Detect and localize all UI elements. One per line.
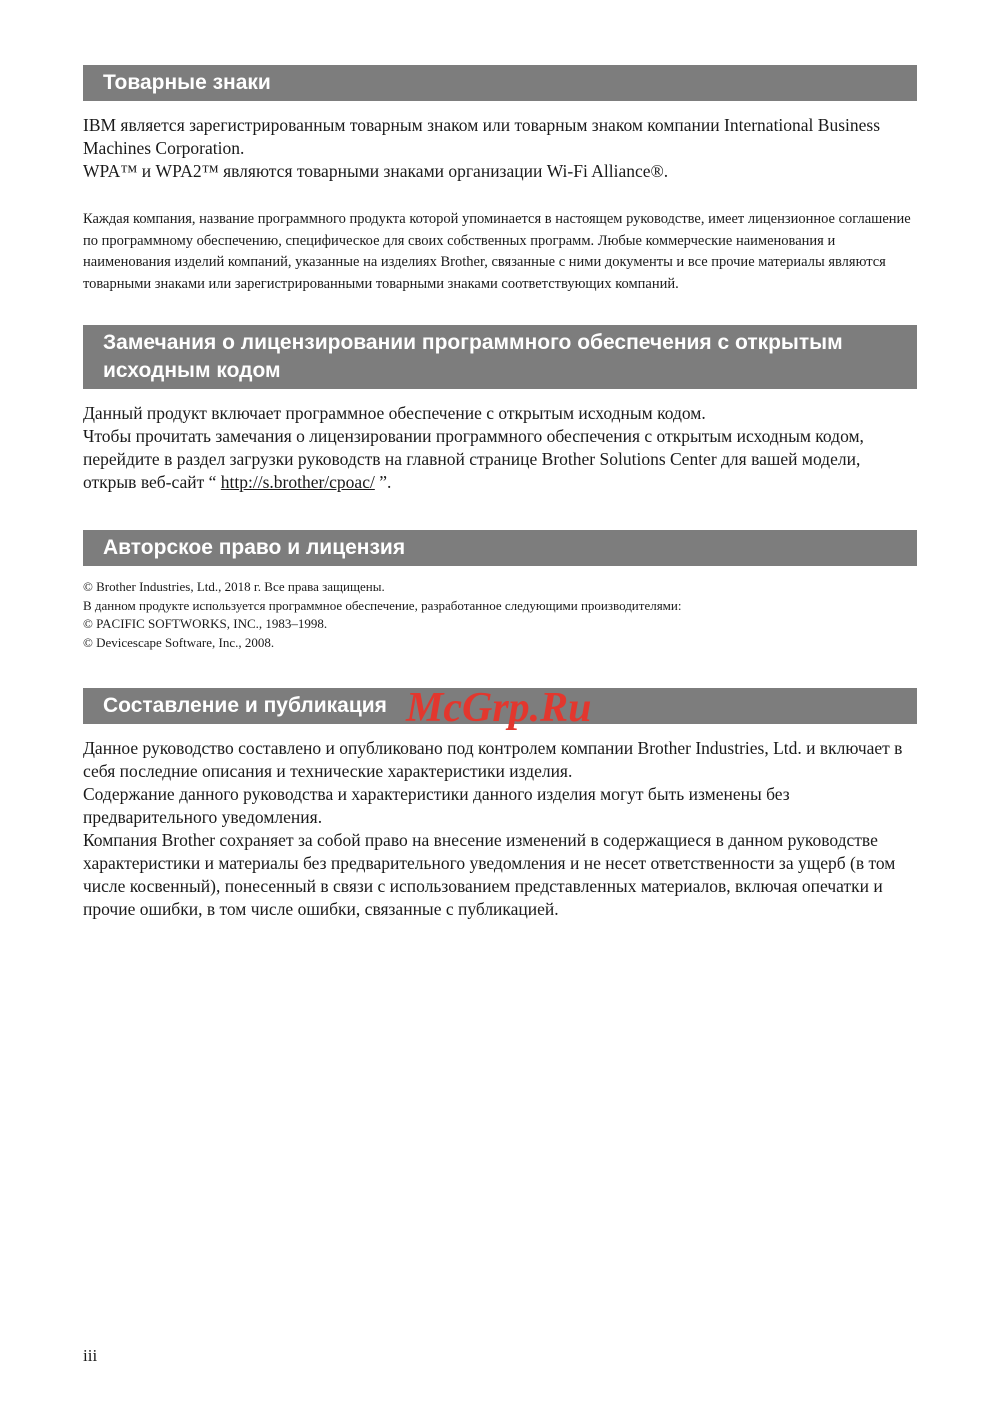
section-copyright-license	[83, 530, 917, 652]
copyright-heading-bar	[83, 530, 917, 566]
compilation-heading: Составление и публикация	[103, 694, 387, 718]
page-number: iii	[83, 1346, 98, 1365]
compilation-paragraph-3: Компания Brother сохраняет за собой право на внесение изменений в содержащиеся в данном руководстве характеристики и материалы без предварительного уведомления и не несет ответственности за ущерб (в том числе косвенный), понесенный в связи с использованием представленных материалов, включая опечатки и прочие ошибки, в том числе ошибки, связанные с публикацией.	[83, 830, 896, 920]
open-source-body-pre: Чтобы прочитать замечания о лицензировании программного обеспечения с открытым исходным кодом, перейдите в раздел загрузки руководств на главной странице Brother Solutions Center для вашей модели, открыв веб-сайт “	[83, 425, 864, 492]
trademarks-line-1: IBM является зарегистрированным товарным знаком или товарным знаком компании International Business Machines Corporation.	[83, 115, 881, 159]
compilation-paragraph-2: Содержание данного руководства и характеристики данного изделия могут быть изменены без предварительного уведомления.	[83, 784, 790, 828]
copyright-line-4: © Devicescape Software, Inc., 2008.	[83, 634, 275, 650]
copyright-line-3: © PACIFIC SOFTWORKS, INC., 1983–1998.	[83, 616, 328, 632]
open-source-heading: Замечания о лицензировании программного обеспечения с открытым исходным кодом	[103, 331, 843, 382]
open-source-body-post: ”.	[374, 471, 392, 492]
open-source-line-1: Данный продукт включает программное обеспечение с открытым исходным кодом.	[83, 402, 706, 423]
trademarks-text	[83, 114, 917, 183]
compilation-text	[83, 737, 917, 921]
open-source-text	[83, 402, 917, 494]
mcgrp-watermark: McGrp.Ru	[406, 685, 592, 731]
trademarks-heading-bar	[83, 65, 917, 101]
trademarks-line-2: WPA™ и WPA2™ являются товарными знаками организации Wi-Fi Alliance®.	[83, 161, 669, 182]
section-open-source-license	[83, 325, 917, 494]
page-content	[83, 0, 917, 921]
open-source-heading-bar	[83, 325, 917, 389]
trademarks-heading: Товарные знаки	[103, 71, 271, 94]
copyright-line-2: В данном продукте используется программное обеспечение, разработанное следующими производителями:	[83, 597, 682, 613]
brother-solutions-link[interactable]: http://s.brother/cpoac/	[220, 471, 375, 492]
copyright-heading: Авторское право и лицензия	[103, 535, 406, 559]
section-trademarks	[83, 65, 917, 295]
compilation-paragraph-1: Данное руководство составлено и опубликовано под контролем компании Brother Industries, Ltd. и включает в себя последние описания и технические характеристики изделия.	[83, 738, 903, 782]
trademarks-note: Каждая компания, название программного продукта которой упоминается в настоящем руководстве, имеет лицензионное соглашение по программному обеспечению, специфическое для своих собственных программ. Любые коммерческие наименования и наименования изделий компаний, указанные на изделиях Brother, связанные с ними документы и все прочие материалы являются товарными знаками или зарегистрированными товарными знаками соответствующих компаний.	[83, 211, 911, 292]
copyright-lines	[83, 578, 917, 652]
copyright-line-1: © Brother Industries, Ltd., 2018 г. Все права защищены.	[83, 579, 385, 595]
